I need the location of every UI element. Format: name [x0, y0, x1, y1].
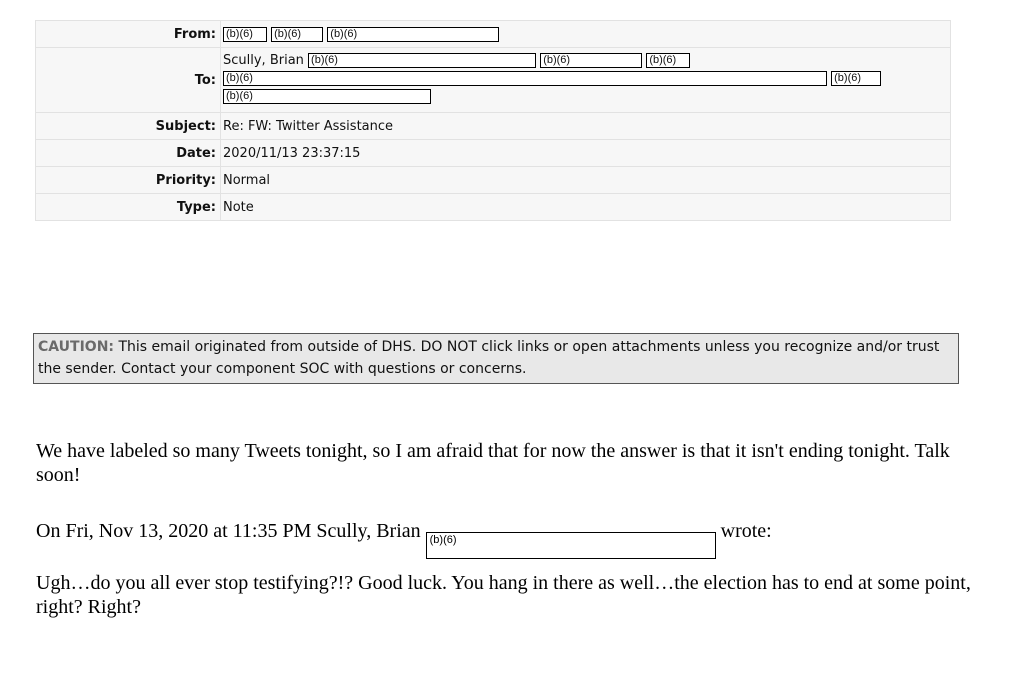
attribution-text: On Fri, Nov 13, 2020 at 11:35 PM Scully, Brian: [36, 520, 421, 542]
date-label: Date:: [36, 140, 221, 167]
redaction-box: (b)(6): [271, 27, 323, 42]
priority-label: Priority:: [36, 167, 221, 194]
attribution-wrote: wrote:: [720, 520, 772, 542]
caution-text: This email originated from outside of DHS. DO NOT click links or open attachments unless you recognize and/or trust the sender. Contact your component SOC with questions or concerns.: [38, 339, 940, 377]
to-line-3: [223, 89, 950, 107]
redaction-box: (b)(6): [426, 532, 716, 559]
from-row: [36, 21, 951, 48]
type-value: Note: [221, 194, 951, 221]
redaction-box: (b)(6): [646, 53, 690, 68]
to-name: Scully, Brian: [223, 53, 304, 68]
from-label: From:: [36, 21, 221, 48]
from-value: [221, 21, 951, 48]
redaction-box: (b)(6): [223, 27, 267, 42]
date-row: [36, 140, 951, 167]
reply-paragraph: We have labeled so many Tweets tonight, so I am afraid that for now the answer is that it isn't ending tonight. Talk soon!: [36, 440, 950, 486]
to-line-1: [223, 53, 950, 71]
redaction-box: (b)(6): [327, 27, 499, 42]
type-label: Type:: [36, 194, 221, 221]
priority-row: [36, 167, 951, 194]
redaction-box: (b)(6): [831, 71, 881, 86]
redaction-box: (b)(6): [308, 53, 536, 68]
type-row: [36, 194, 951, 221]
quote-attribution: [36, 519, 976, 559]
redaction-box: (b)(6): [540, 53, 642, 68]
date-value: 2020/11/13 23:37:15: [221, 140, 951, 167]
to-value: [221, 48, 951, 113]
subject-value: Re: FW: Twitter Assistance: [221, 113, 951, 140]
subject-row: [36, 113, 951, 140]
caution-banner: [33, 333, 959, 384]
redaction-box: (b)(6): [223, 89, 431, 104]
caution-label: CAUTION:: [38, 339, 115, 355]
priority-value: Normal: [221, 167, 951, 194]
to-line-2: [223, 71, 950, 89]
quoted-paragraph: Ugh…do you all ever stop testifying?!? Good luck. You hang in there as well…the election has to end at some point, right? Right?: [36, 572, 971, 618]
redaction-box: (b)(6): [223, 71, 827, 86]
to-label: To:: [36, 48, 221, 113]
subject-label: Subject:: [36, 113, 221, 140]
to-row: [36, 48, 951, 113]
email-header-table: [35, 20, 951, 221]
